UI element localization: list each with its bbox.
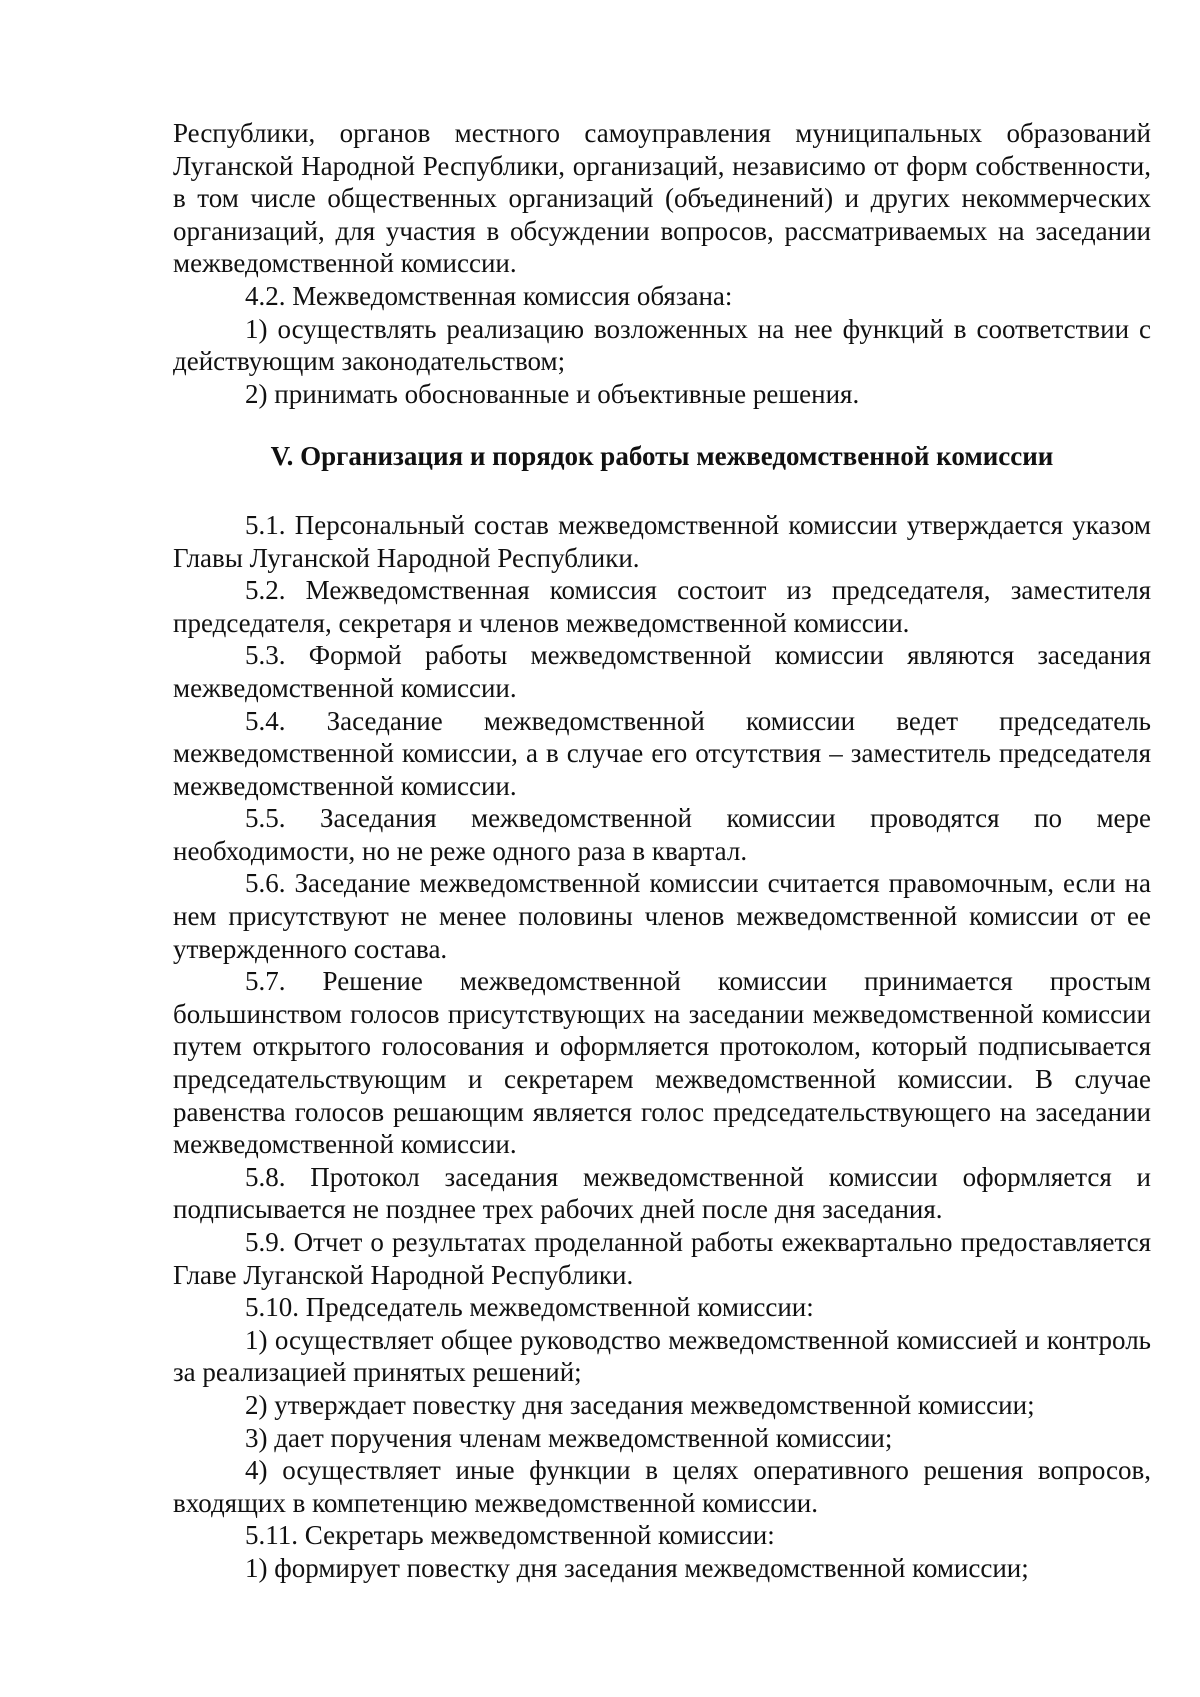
paragraph-5-1: 5.1. Персональный состав межведомственной комиссии утверждается указом Главы Луганской Народной Республики. (173, 509, 1151, 573)
paragraph-5-5: 5.5. Заседания межведомственной комиссии проводятся по мере необходимости, но не реже одного раза в квартал. (173, 803, 1151, 866)
paragraph-5-11: 5.11. Секретарь межведомственной комиссии: (245, 1520, 775, 1551)
paragraph-5-10-item-3: 3) дает поручения членам межведомственной комиссии; (245, 1422, 893, 1453)
paragraph-5-7: 5.7. Решение межведомственной комиссии принимается простым большинством голосов присутствующих на заседании межведомственной комиссии путем открытого голосования и оформляется протоколом, который подписывается председательствующим и секретарем межведомственной комиссии. В случае равенства голосов решающим является голос председательствующего на заседании межведомственной комиссии. (173, 966, 1151, 1160)
paragraph-5-2: 5.2. Межведомственная комиссия состоит из председателя, заместителя председателя, секретаря и членов межведомственной комиссии. (173, 575, 1151, 638)
paragraph-5-10-item-2: 2) утверждает повестку дня заседания межведомственной комиссии; (245, 1389, 1035, 1420)
paragraph-5-3: 5.3. Формой работы межведомственной комиссии являются заседания межведомственной комиссии. (173, 640, 1151, 703)
paragraph-5-10-item-4: 4) осуществляет иные функции в целях оперативного решения вопросов, входящих в компетенцию межведомственной комиссии. (173, 1455, 1151, 1518)
section-heading: V. Организация и порядок работы межведомственной комиссии (270, 441, 1054, 472)
intro-paragraph: Республики, органов местного самоуправления муниципальных образований Луганской Народной Республики, организаций, независимо от форм собственности, в том числе общественных организаций (объединений) и других некоммерческих организаций, для участия в обсуждении вопросов, рассматриваемых на заседании межведомственной комиссии. (173, 118, 1151, 279)
paragraph-5-9: 5.9. Отчет о результатах проделанной работы ежеквартально предоставляется Главе Луганской Народной Республики. (173, 1227, 1151, 1290)
paragraph-4-2: 4.2. Межведомственная комиссия обязана: (245, 280, 733, 311)
paragraph-5-4: 5.4. Заседание межведомственной комиссии ведет председатель межведомственной комиссии, а в случае его отсутствия – заместитель председателя межведомственной комиссии. (173, 705, 1151, 801)
paragraph-5-8: 5.8. Протокол заседания межведомственной комиссии оформляется и подписывается не позднее трех рабочих дней после дня заседания. (173, 1161, 1151, 1225)
document-page (173, 117, 1151, 1585)
paragraph-5-10-item-1: 1) осуществляет общее руководство межведомственной комиссией и контроль за реализацией принятых решений; (173, 1324, 1151, 1388)
paragraph-4-2-item-2: 2) принимать обоснованные и объективные решения. (245, 378, 860, 409)
paragraph-4-2-item-1: 1) осуществлять реализацию возложенных на нее функций в соответствии с действующим законодательством; (173, 313, 1151, 377)
paragraph-5-10: 5.10. Председатель межведомственной комиссии: (245, 1292, 814, 1323)
paragraph-5-11-item-1: 1) формирует повестку дня заседания межведомственной комиссии; (245, 1552, 1029, 1583)
paragraph-5-6: 5.6. Заседание межведомственной комиссии считается правомочным, если на нем присутствуют не менее половины членов межведомственной комиссии от ее утвержденного состава. (173, 868, 1151, 964)
